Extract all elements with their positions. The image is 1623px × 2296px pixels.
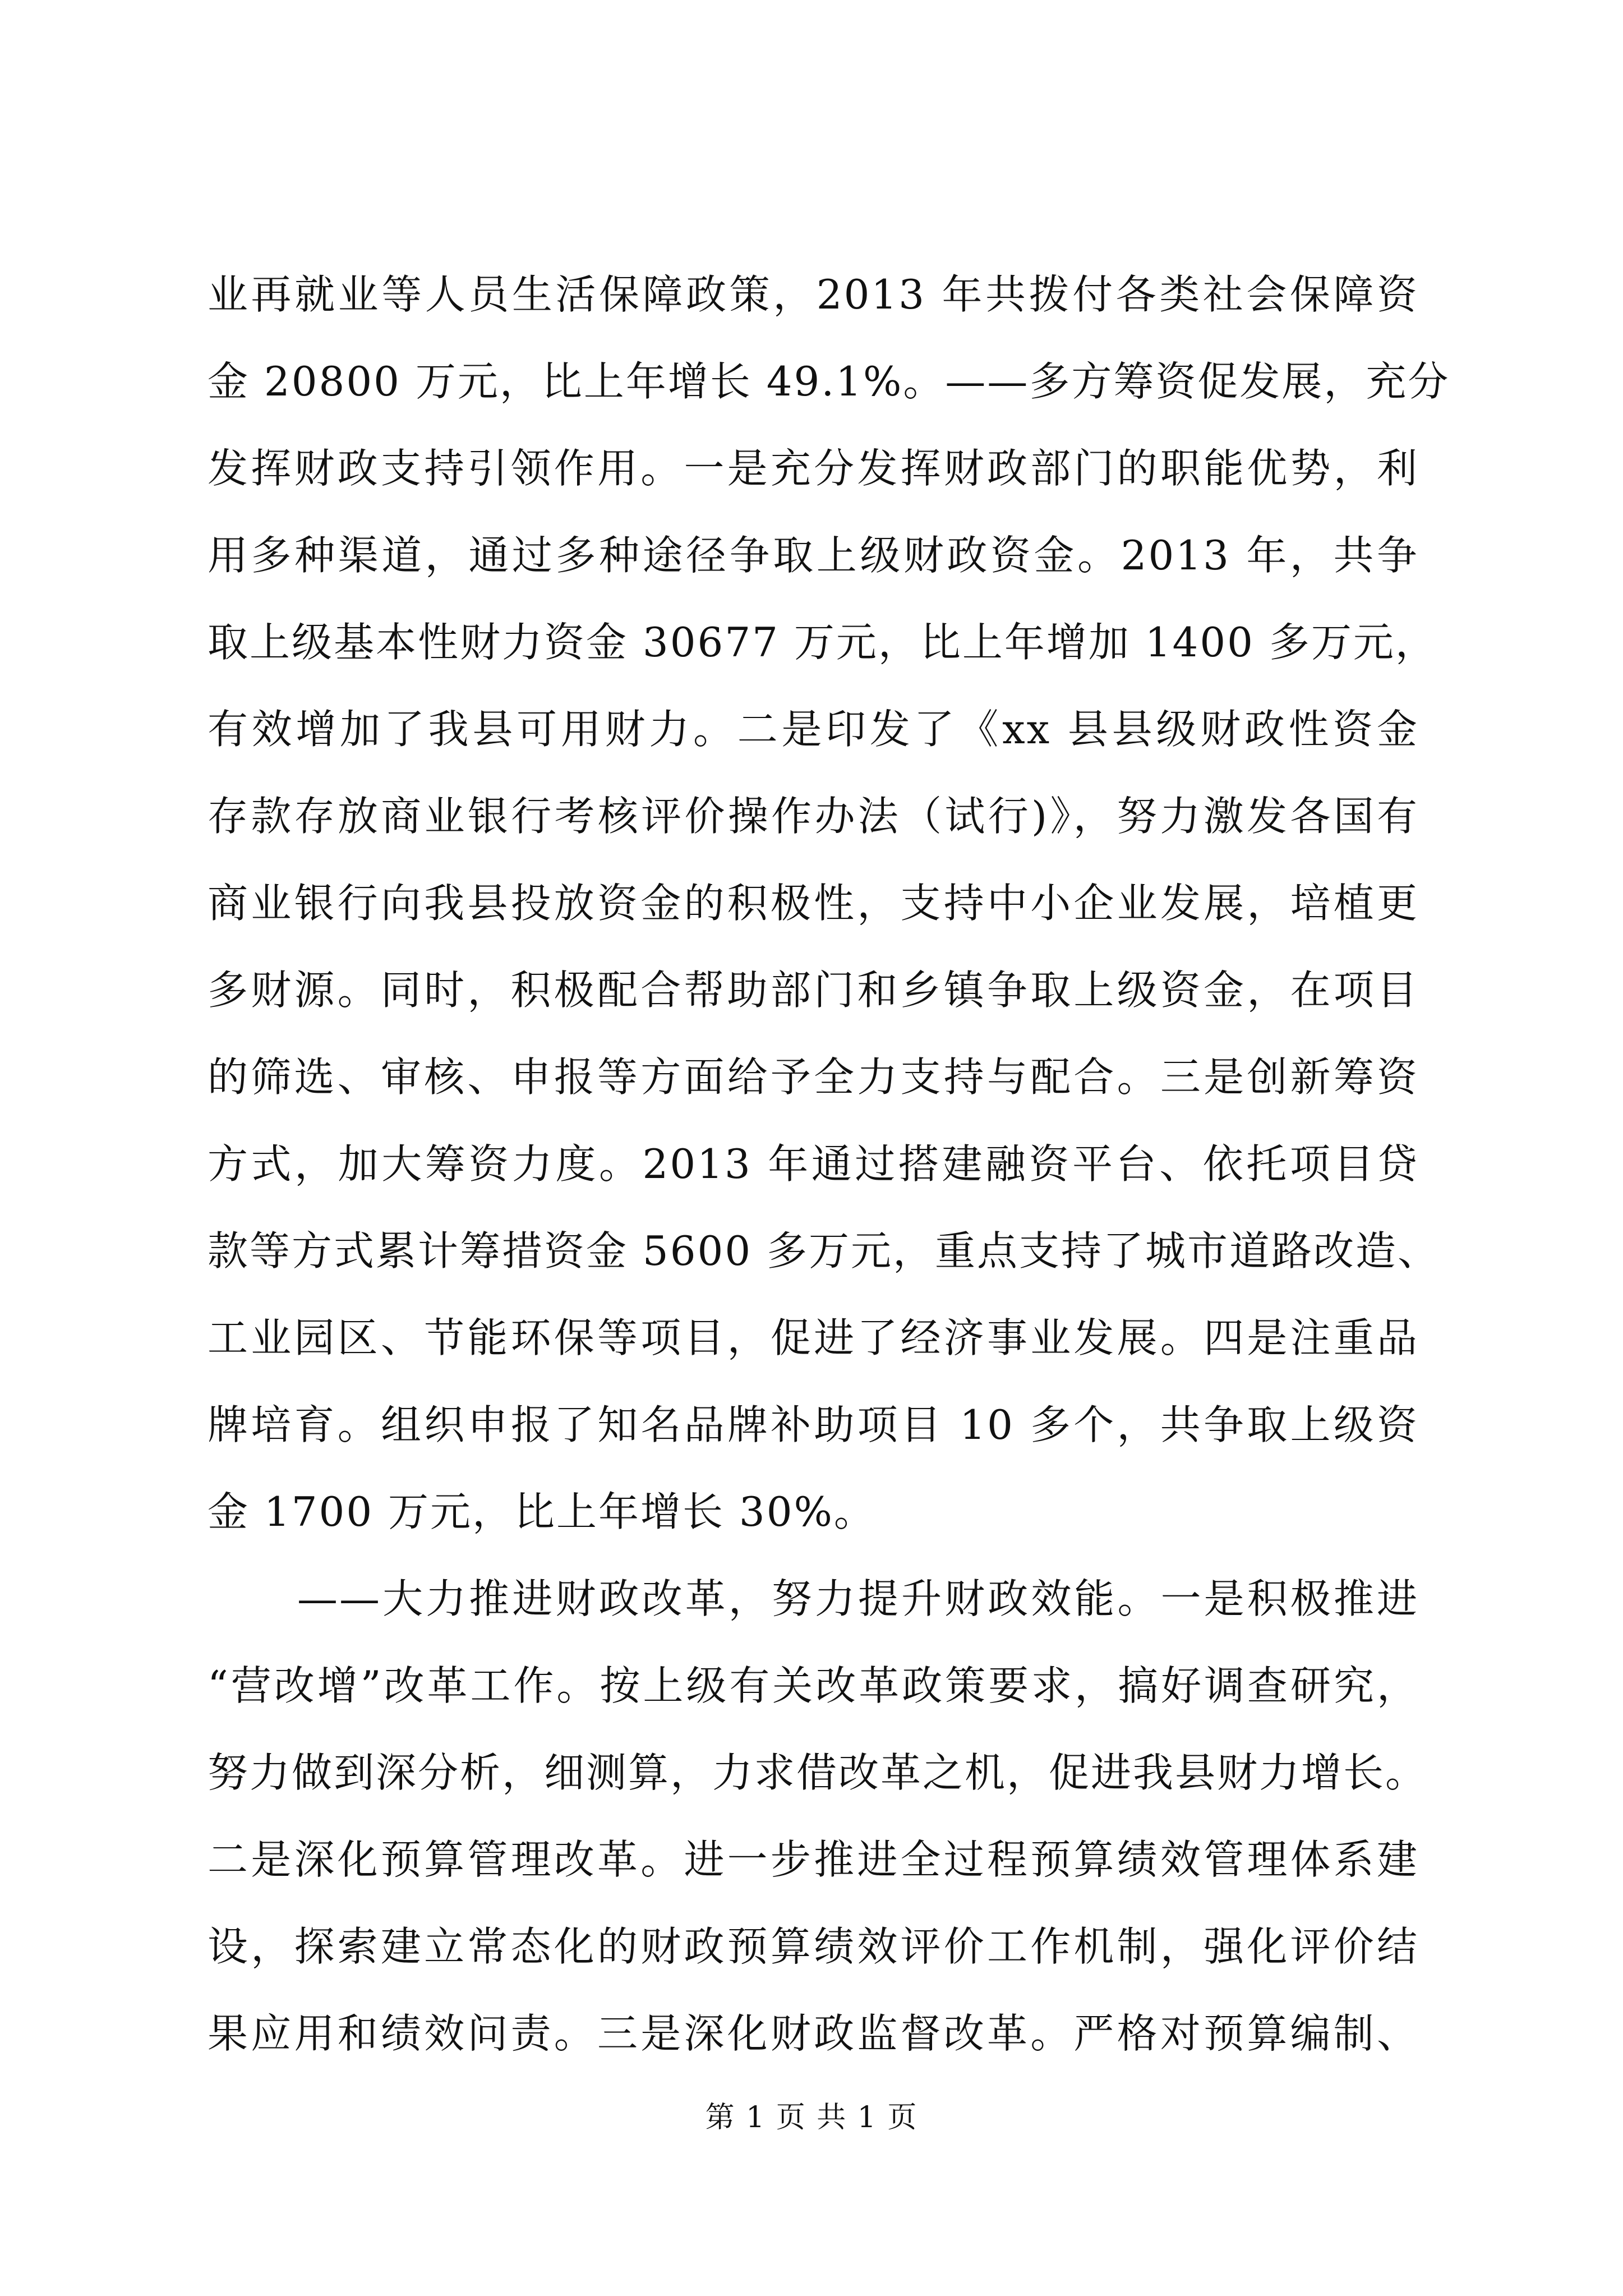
- text-line: 方式，加大筹资力度。2013 年通过搭建融资平台、依托项目贷: [208, 1140, 1419, 1188]
- text-line: 努力做到深分析，细测算，力求借改革之机，促进我县财力增长。: [208, 1749, 1428, 1796]
- page-number-indicator: 第 1 页 共 1 页: [705, 2101, 918, 2134]
- paragraph-start-line: ——大力推进财政改革，努力提升财政效能。一是积极推进: [297, 1575, 1419, 1622]
- text-line: 款等方式累计筹措资金 5600 多万元，重点支持了城市道路改造、: [208, 1227, 1440, 1274]
- body-text: [208, 251, 1450, 2077]
- text-line: 果应用和绩效问责。三是深化财政监督改革。严格对预算编制、: [208, 2010, 1419, 2057]
- text-line: 金 1700 万元，比上年增长 30%。: [208, 1488, 876, 1535]
- text-line: 取上级基本性财力资金 30677 万元，比上年增加 1400 多万元，: [208, 619, 1437, 666]
- text-line: 设，探索建立常态化的财政预算绩效评价工作机制，强化评价结: [208, 1923, 1419, 1970]
- text-line: 牌培育。组织申报了知名品牌补助项目 10 多个，共争取上级资: [208, 1401, 1419, 1448]
- page-footer: [0, 2095, 1623, 2140]
- text-line: 存款存放商业银行考核评价操作办法（试行)》，努力激发各国有: [208, 793, 1419, 840]
- text-line: 用多种渠道，通过多种途径争取上级财政资金。2013 年，共争: [208, 532, 1419, 579]
- text-line: “营改增”改革工作。按上级有关改革政策要求，搞好调查研究，: [208, 1662, 1419, 1709]
- text-line: 的筛选、审核、申报等方面给予全力支持与配合。三是创新筹资: [208, 1053, 1419, 1101]
- text-line: 金 20800 万元，比上年增长 49.1%。——多方筹资促发展，充分: [208, 358, 1450, 405]
- text-line: 发挥财政支持引领作用。一是充分发挥财政部门的职能优势，利: [208, 445, 1419, 492]
- text-line: 有效增加了我县可用财力。二是印发了《xx 县县级财政性资金: [208, 706, 1419, 753]
- text-line: 商业银行向我县投放资金的积极性，支持中小企业发展，培植更: [208, 880, 1419, 927]
- text-line: 工业园区、节能环保等项目，促进了经济事业发展。四是注重品: [208, 1314, 1419, 1361]
- text-line: 业再就业等人员生活保障政策，2013 年共拨付各类社会保障资: [208, 271, 1419, 318]
- text-line: 多财源。同时，积极配合帮助部门和乡镇争取上级资金，在项目: [208, 967, 1419, 1014]
- text-line: 二是深化预算管理改革。进一步推进全过程预算绩效管理体系建: [208, 1836, 1419, 1883]
